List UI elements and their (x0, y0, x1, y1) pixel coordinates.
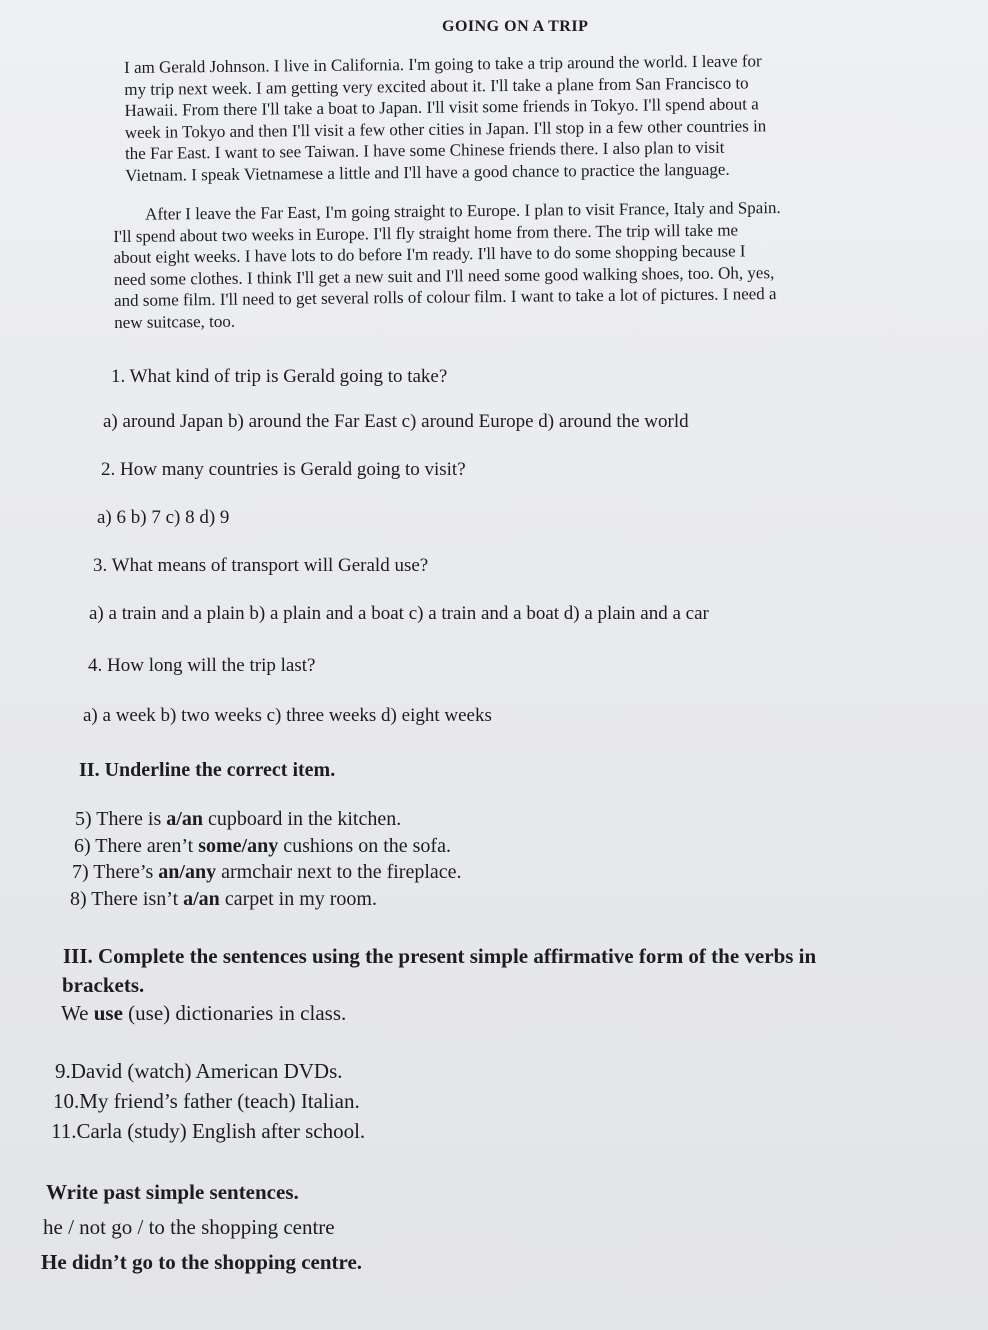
section-4-heading: Write past simple sentences. (46, 1180, 299, 1204)
section-3-heading-line-1: III. Complete the sentences using the present simple affirmative form of the verbs in (63, 944, 817, 968)
section-3-example: We use (use) dictionaries in class. (61, 1001, 347, 1025)
passage-line: need some clothes. I think I'll get a new suit and I'll need some good walking shoes, too. Oh, yes, (113, 262, 775, 289)
exercise-item-8: 8) There isn’t a/an carpet in my room. (70, 888, 377, 910)
choice-text[interactable]: some/any (198, 835, 279, 857)
question-2: 2. How many countries is Gerald going to visit? (101, 459, 466, 480)
passage-line: and some film. I'll need to get several rolls of colour film. I want to take a lot of pictures. I need a (113, 284, 777, 311)
passage-line: the Far East. I want to see Taiwan. I have some Chinese friends there. I also plan to visit (124, 138, 725, 164)
section-2-heading: II. Underline the correct item. (79, 759, 336, 781)
passage-line: I'll spend about two weeks in Europe. I'll fly straight home from there. The trip will take me (113, 220, 739, 246)
section-4-answer: He didn’t go to the shopping centre. (41, 1250, 363, 1274)
passage-line: I am Gerald Johnson. I live in California. I'm going to take a trip around the world. I leave for (124, 51, 762, 77)
passage-line: week in Tokyo and then I'll visit a few other cities in Japan. I'll stop in a few other countries in (124, 116, 767, 142)
question-1: 1. What kind of trip is Gerald going to take? (111, 366, 448, 387)
exercise-item-7: 7) There’s an/any armchair next to the fireplace. (72, 861, 462, 883)
choice-text[interactable]: an/any (158, 861, 217, 883)
question-4-options: a) a week b) two weeks c) three weeks d) eight weeks (83, 705, 492, 726)
section-3-heading-line-2: brackets. (62, 973, 145, 997)
choice-text[interactable]: a/an (166, 808, 203, 830)
passage-paragraph-1 (124, 49, 925, 187)
passage-line: Vietnam. I speak Vietnamese a little and I'll have a good chance to practice the language. (125, 159, 730, 185)
exercise-item-10: 10.My friend’s father (teach) Italian. (53, 1089, 360, 1113)
choice-text[interactable]: a/an (183, 888, 220, 910)
exercise-item-9: 9.David (watch) American DVDs. (55, 1059, 343, 1083)
question-4: 4. How long will the trip last? (88, 655, 316, 676)
passage-line: about eight weeks. I have lots to do before I'm ready. I'll have to do some shopping because I (113, 241, 746, 268)
section-4-prompt: he / not go / to the shopping centre (43, 1215, 335, 1239)
passage-paragraph-2 (113, 195, 964, 333)
exercise-item-6: 6) There aren’t some/any cushions on the sofa. (74, 835, 451, 857)
worksheet-title: GOING ON A TRIP (442, 18, 589, 35)
question-3-options: a) a train and a plain b) a plain and a boat c) a train and a boat d) a plain and a car (89, 603, 709, 624)
passage-line: After I leave the Far East, I'm going straight to Europe. I plan to visit France, Italy and Spain. (145, 198, 781, 224)
question-3: 3. What means of transport will Gerald use? (93, 555, 429, 576)
question-2-options: a) 6 b) 7 c) 8 d) 9 (97, 507, 230, 528)
question-1-options: a) around Japan b) around the Far East c) around Europe d) around the world (103, 411, 689, 432)
exercise-item-11: 11.Carla (study) English after school. (51, 1119, 366, 1143)
passage-line: new suitcase, too. (114, 311, 236, 332)
passage-line: my trip next week. I am getting very excited about it. I'll take a plane from San Francisco to (124, 73, 749, 99)
passage-line: Hawaii. From there I'll take a boat to Japan. I'll visit some friends in Tokyo. I'll spend about a (124, 94, 759, 121)
exercise-item-5: 5) There is a/an cupboard in the kitchen. (75, 808, 402, 830)
